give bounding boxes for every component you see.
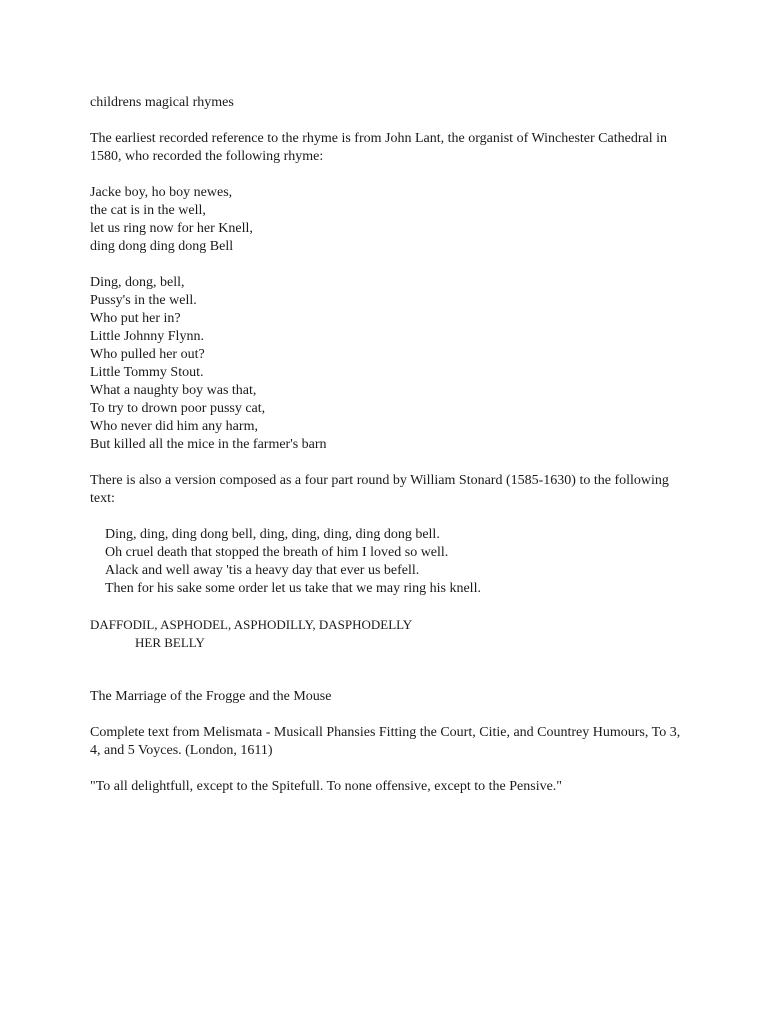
verse-line: But killed all the mice in the farmer's barn — [90, 437, 327, 452]
verse-line: Pussy's in the well. — [90, 293, 197, 308]
round-intro-paragraph: There is also a version composed as a four part round by William Stonard (1585-1630) to the following text: — [90, 473, 669, 506]
verse-line: Who never did him any harm, — [90, 419, 258, 434]
frogge-source-paragraph: Complete text from Melismata - Musicall Phansies Fitting the Court, Citie, and Countrey Humours, To 3, 4, and 5 Voyces. (London, 1611) — [90, 725, 681, 758]
verse-line: Ding, dong, bell, — [90, 275, 185, 290]
daffodil-line: DAFFODIL, ASPHODEL, ASPHODILLY, DASPHODELLY — [90, 617, 413, 632]
verse-line: Jacke boy, ho boy newes, — [90, 185, 233, 200]
intro-paragraph: The earliest recorded reference to the rhyme is from John Lant, the organist of Winchester Cathedral in 1580, who recorded the following rhyme: — [90, 131, 667, 164]
verse-line: To try to drown poor pussy cat, — [90, 401, 266, 416]
verse-line: let us ring now for her Knell, — [90, 221, 253, 236]
verse-line: ding dong ding dong Bell — [90, 239, 234, 254]
frogge-title: The Marriage of the Frogge and the Mouse — [90, 689, 332, 704]
verse-line: the cat is in the well, — [90, 203, 206, 218]
verse-line: Who pulled her out? — [90, 347, 205, 362]
verse-line: Alack and well away 'tis a heavy day that ever us befell. — [105, 563, 420, 578]
rhyme-ding-dong-bell — [90, 274, 690, 454]
daffodil-subline: HER BELLY — [135, 635, 205, 650]
document-title: childrens magical rhymes — [90, 95, 234, 110]
verse-line: Little Johnny Flynn. — [90, 329, 204, 344]
verse-line: Who put her in? — [90, 311, 181, 326]
verse-line: Oh cruel death that stopped the breath of him I loved so well. — [105, 545, 449, 560]
rhyme-jacke-boy — [90, 184, 690, 256]
verse-line: Little Tommy Stout. — [90, 365, 204, 380]
verse-line: What a naughty boy was that, — [90, 383, 257, 398]
document-body — [90, 94, 690, 796]
quote-line: "To all delightfull, except to the Spitefull. To none offensive, except to the Pensive." — [90, 779, 563, 794]
round-text — [90, 526, 690, 598]
verse-line: Ding, ding, ding dong bell, ding, ding, ding, ding dong bell. — [105, 527, 440, 542]
verse-line: Then for his sake some order let us take that we may ring his knell. — [105, 581, 481, 596]
